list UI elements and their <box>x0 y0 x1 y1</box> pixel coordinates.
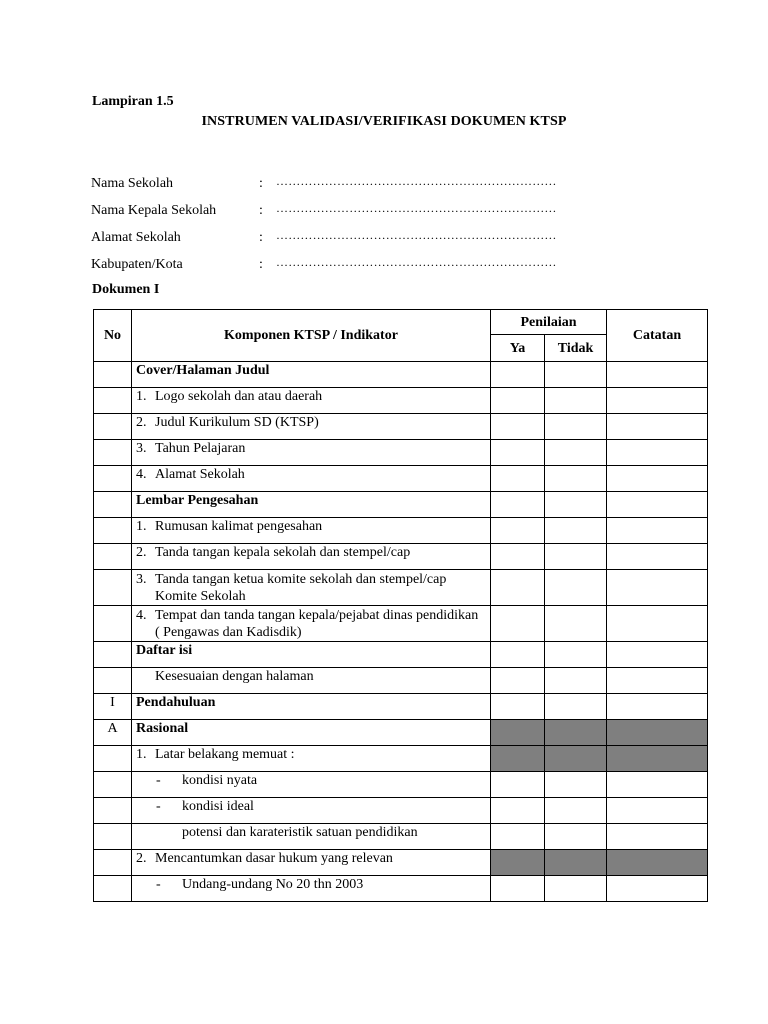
table-row <box>94 388 708 414</box>
ya-cell[interactable] <box>491 466 545 492</box>
catatan-cell[interactable] <box>607 362 708 388</box>
row-no <box>94 876 132 902</box>
ya-cell[interactable] <box>491 746 545 772</box>
ya-cell[interactable] <box>491 362 545 388</box>
table-row <box>94 824 708 850</box>
row-no <box>94 772 132 798</box>
tidak-cell[interactable] <box>545 772 607 798</box>
row-komponen <box>132 388 491 414</box>
ya-cell[interactable] <box>491 850 545 876</box>
field-value: …………………………………………………………… <box>276 174 557 188</box>
numbered-item <box>136 607 486 641</box>
field-colon: : <box>259 230 263 245</box>
field-colon: : <box>259 176 263 191</box>
table-body <box>94 362 708 902</box>
catatan-cell[interactable] <box>607 466 708 492</box>
item-dash: - <box>156 773 161 788</box>
tidak-cell[interactable] <box>545 362 607 388</box>
table-row <box>94 544 708 570</box>
item-text: Cover/Halaman Judul <box>136 363 270 378</box>
tidak-cell[interactable] <box>545 746 607 772</box>
numbered-item <box>136 440 486 457</box>
catatan-cell[interactable] <box>607 772 708 798</box>
ya-cell[interactable] <box>491 824 545 850</box>
header-catatan: Catatan <box>607 310 708 362</box>
row-komponen <box>132 824 491 850</box>
header-no: No <box>94 310 132 362</box>
row-komponen <box>132 362 491 388</box>
numbered-item <box>136 388 486 405</box>
row-komponen <box>132 466 491 492</box>
tidak-cell[interactable] <box>545 466 607 492</box>
table-row <box>94 466 708 492</box>
tidak-cell[interactable] <box>545 518 607 544</box>
table-row <box>94 518 708 544</box>
item-dash: - <box>156 877 161 892</box>
row-no: I <box>94 694 132 720</box>
row-no <box>94 824 132 850</box>
dash-item <box>136 876 486 893</box>
ya-cell[interactable] <box>491 694 545 720</box>
field-value: …………………………………………………………… <box>276 201 557 215</box>
row-no <box>94 440 132 466</box>
ya-cell[interactable] <box>491 414 545 440</box>
item-text: Mencantumkan dasar hukum yang relevan <box>155 851 393 866</box>
tidak-cell[interactable] <box>545 668 607 694</box>
tidak-cell[interactable] <box>545 440 607 466</box>
row-no <box>94 466 132 492</box>
tidak-cell[interactable] <box>545 388 607 414</box>
table-row <box>94 362 708 388</box>
numbered-item <box>136 571 486 605</box>
ya-cell[interactable] <box>491 544 545 570</box>
numbered-item <box>136 466 486 483</box>
table-header-row <box>94 310 708 335</box>
ya-cell[interactable] <box>491 570 545 606</box>
item-text: Logo sekolah dan atau daerah <box>155 389 323 404</box>
catatan-cell[interactable] <box>607 414 708 440</box>
item-number: 2. <box>136 851 147 866</box>
row-no <box>94 544 132 570</box>
document-title: INSTRUMEN VALIDASI/VERIFIKASI DOKUMEN KTSP <box>201 114 567 129</box>
catatan-cell[interactable] <box>607 492 708 518</box>
tidak-cell[interactable] <box>545 414 607 440</box>
row-no <box>94 388 132 414</box>
item-text: Lembar Pengesahan <box>136 493 259 508</box>
item-text: potensi dan karateristik satuan pendidikan <box>182 825 418 840</box>
catatan-cell[interactable] <box>607 570 708 606</box>
item-text: Rasional <box>136 721 189 736</box>
item-text: Daftar isi <box>136 643 193 658</box>
field-label: Nama Sekolah <box>91 176 174 191</box>
validation-table <box>93 309 708 902</box>
ya-cell[interactable] <box>491 642 545 668</box>
tidak-cell[interactable] <box>545 606 607 642</box>
ya-cell[interactable] <box>491 388 545 414</box>
table-row <box>94 642 708 668</box>
catatan-cell[interactable] <box>607 798 708 824</box>
item-text: Tanda tangan ketua komite sekolah dan stempel/cap Komite Sekolah <box>155 572 447 604</box>
numbered-item <box>136 518 486 535</box>
catatan-cell[interactable] <box>607 824 708 850</box>
item-number: 3. <box>136 441 147 456</box>
item-text: Tahun Pelajaran <box>155 441 246 456</box>
field-colon: : <box>259 203 263 218</box>
row-komponen <box>132 850 491 876</box>
table-row <box>94 746 708 772</box>
row-no <box>94 798 132 824</box>
row-komponen <box>132 720 491 746</box>
row-komponen <box>132 642 491 668</box>
item-dash: - <box>156 799 161 814</box>
header-penilaian: Penilaian <box>491 310 607 335</box>
table-row <box>94 694 708 720</box>
item-number: 1. <box>136 389 147 404</box>
item-text: Tempat dan tanda tangan kepala/pejabat dinas pendidikan ( Pengawas dan Kadisdik) <box>155 608 479 640</box>
numbered-item <box>136 414 486 431</box>
row-no <box>94 492 132 518</box>
ya-cell[interactable] <box>491 492 545 518</box>
ya-cell[interactable] <box>491 606 545 642</box>
item-text: Kesesuaian dengan halaman <box>155 669 314 684</box>
item-text: kondisi nyata <box>182 773 258 788</box>
row-komponen <box>132 694 491 720</box>
item-number: 4. <box>136 467 147 482</box>
item-number: 2. <box>136 545 147 560</box>
row-komponen <box>132 746 491 772</box>
row-no <box>94 668 132 694</box>
row-komponen <box>132 606 491 642</box>
numbered-item <box>136 544 486 561</box>
row-komponen <box>132 440 491 466</box>
row-no <box>94 606 132 642</box>
header-komponen: Komponen KTSP / Indikator <box>132 310 491 362</box>
row-no <box>94 414 132 440</box>
catatan-cell[interactable] <box>607 694 708 720</box>
ya-cell[interactable] <box>491 518 545 544</box>
row-komponen <box>132 772 491 798</box>
catatan-cell[interactable] <box>607 668 708 694</box>
row-komponen <box>132 492 491 518</box>
item-text: Pendahuluan <box>136 695 216 710</box>
tidak-cell[interactable] <box>545 492 607 518</box>
field-label: Nama Kepala Sekolah <box>91 203 217 218</box>
numbered-item <box>136 850 486 867</box>
item-text: Latar belakang memuat : <box>155 747 295 762</box>
row-komponen <box>132 518 491 544</box>
catatan-cell[interactable] <box>607 746 708 772</box>
dash-item <box>136 798 486 815</box>
row-komponen <box>132 414 491 440</box>
header-tidak: Tidak <box>545 335 607 362</box>
dokumen-label: Dokumen I <box>92 282 160 297</box>
tidak-cell[interactable] <box>545 570 607 606</box>
row-no <box>94 642 132 668</box>
lampiran-label: Lampiran 1.5 <box>92 94 174 109</box>
numbered-item <box>136 746 486 763</box>
header-ya: Ya <box>491 335 545 362</box>
table-row <box>94 850 708 876</box>
catatan-cell[interactable] <box>607 518 708 544</box>
table-row <box>94 668 708 694</box>
tidak-cell[interactable] <box>545 850 607 876</box>
row-komponen <box>132 570 491 606</box>
tidak-cell[interactable] <box>545 544 607 570</box>
field-value: …………………………………………………………… <box>276 255 557 269</box>
row-komponen <box>132 544 491 570</box>
table-row <box>94 440 708 466</box>
catatan-cell[interactable] <box>607 606 708 642</box>
field-label: Alamat Sekolah <box>91 230 181 245</box>
table-row <box>94 570 708 606</box>
table-row <box>94 414 708 440</box>
catatan-cell[interactable] <box>607 850 708 876</box>
table-row <box>94 492 708 518</box>
row-no: A <box>94 720 132 746</box>
catatan-cell[interactable] <box>607 720 708 746</box>
ya-cell[interactable] <box>491 720 545 746</box>
item-text: Rumusan kalimat pengesahan <box>155 519 323 534</box>
tidak-cell[interactable] <box>545 876 607 902</box>
row-no <box>94 362 132 388</box>
table-row <box>94 772 708 798</box>
tidak-cell[interactable] <box>545 798 607 824</box>
item-text: Tanda tangan kepala sekolah dan stempel/cap <box>155 545 411 560</box>
ya-cell[interactable] <box>491 772 545 798</box>
item-number: 1. <box>136 747 147 762</box>
catatan-cell[interactable] <box>607 388 708 414</box>
row-no <box>94 570 132 606</box>
item-number: 4. <box>136 608 147 623</box>
catatan-cell[interactable] <box>607 642 708 668</box>
tidak-cell[interactable] <box>545 824 607 850</box>
table-row <box>94 606 708 642</box>
catatan-cell[interactable] <box>607 876 708 902</box>
catatan-cell[interactable] <box>607 440 708 466</box>
ya-cell[interactable] <box>491 440 545 466</box>
field-value: …………………………………………………………… <box>276 228 557 242</box>
item-number: 2. <box>136 415 147 430</box>
item-number: 3. <box>136 572 147 587</box>
item-text: kondisi ideal <box>182 799 254 814</box>
ya-cell[interactable] <box>491 876 545 902</box>
catatan-cell[interactable] <box>607 544 708 570</box>
row-no <box>94 746 132 772</box>
row-komponen <box>132 798 491 824</box>
row-no <box>94 850 132 876</box>
row-no <box>94 518 132 544</box>
row-komponen <box>132 668 491 694</box>
ya-cell[interactable] <box>491 798 545 824</box>
table-row <box>94 798 708 824</box>
tidak-cell[interactable] <box>545 642 607 668</box>
item-text: Judul Kurikulum SD (KTSP) <box>155 415 319 430</box>
dash-item <box>136 772 486 789</box>
field-colon: : <box>259 257 263 272</box>
tidak-cell[interactable] <box>545 720 607 746</box>
ya-cell[interactable] <box>491 668 545 694</box>
table-row <box>94 876 708 902</box>
table-row <box>94 720 708 746</box>
tidak-cell[interactable] <box>545 694 607 720</box>
field-label: Kabupaten/Kota <box>91 257 183 272</box>
item-number: 1. <box>136 519 147 534</box>
item-text: Undang-undang No 20 thn 2003 <box>182 877 364 892</box>
item-text: Alamat Sekolah <box>155 467 245 482</box>
row-komponen <box>132 876 491 902</box>
